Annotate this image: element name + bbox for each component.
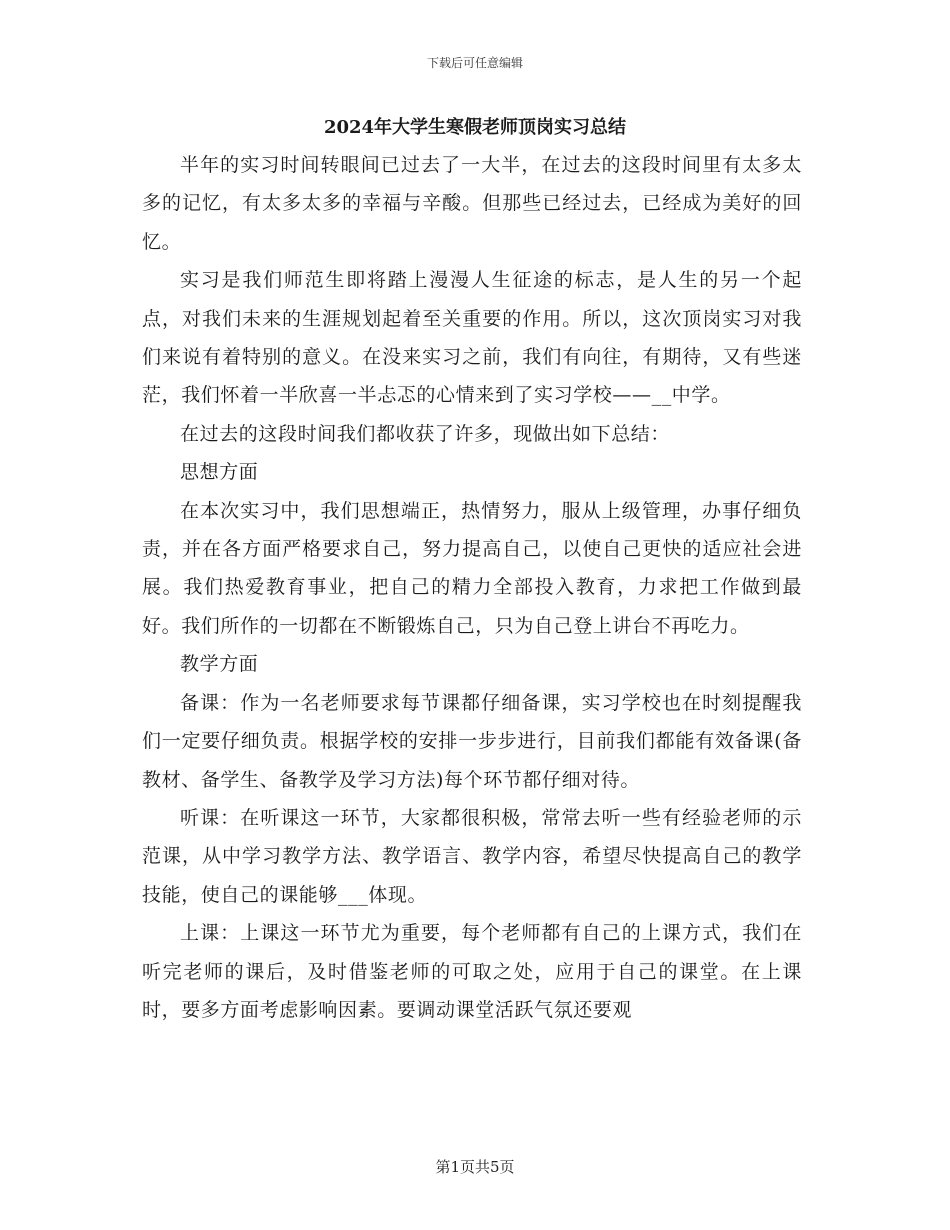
paragraph-lesson-prep: 备课：作为一名老师要求每节课都仔细备课，实习学校也在时刻提醒我们一定要仔细负责。根据学校的安排一步步进行，目前我们都能有效备课(备教材、备学生、备教学及学习方法)每个环节都仔细对待。 (142, 691, 802, 791)
paragraph-intro: 半年的实习时间转眼间已过去了一大半，在过去的这段时间里有太多太多的记忆，有太多太多的幸福与辛酸。但那些已经过去，已经成为美好的回忆。 (142, 154, 802, 253)
paragraph-summary-lead: 在过去的这段时间我们都收获了许多，现做出如下总结： (180, 422, 671, 445)
paragraph-observation: 听课：在听课这一环节，大家都很积极，常常去听一些有经验老师的示范课，从中学习教学方法、教学语言、教学内容，希望尽快提高自己的教学技能，使自己的课能够___体现。 (142, 806, 802, 906)
paragraph-thought: 在本次实习中，我们思想端正，热情努力，服从上级管理，办事仔细负责，并在各方面严格要求自己，努力提高自己，以使自己更快的适应社会进展。我们热爱教育事业，把自己的精力全部投入教育，力求把工作做到最好。我们所作的一切都在不断锻炼自己，只为自己登上讲台不再吃力。 (142, 499, 802, 637)
header-note: 下载后可任意编辑 (426, 56, 523, 70)
paragraph-internship-meaning: 实习是我们师范生即将踏上漫漫人生征途的标志，是人生的另一个起点，对我们未来的生涯规划起着至关重要的作用。所以，这次顶岗实习对我们来说有着特别的意义。在没来实习之前，我们有向往，有期待，又有些迷茫，我们怀着一半欣喜一半忐忑的心情来到了实习学校——__中学。 (142, 269, 802, 407)
section-heading-teaching: 教学方面 (180, 653, 259, 676)
page-indicator: 第1页共5页 (435, 1158, 515, 1176)
document-title: 2024年大学生寒假老师顶岗实习总结 (323, 117, 627, 138)
document-body (142, 146, 802, 1029)
section-heading-thought: 思想方面 (180, 461, 259, 484)
paragraph-teaching-class: 上课：上课这一环节尤为重要，每个老师都有自己的上课方式，我们在听完老师的课后，及时借鉴老师的可取之处，应用于自己的课堂。在上课时，要多方面考虑影响因素。要调动课堂活跃气氛还要观 (142, 922, 802, 1021)
